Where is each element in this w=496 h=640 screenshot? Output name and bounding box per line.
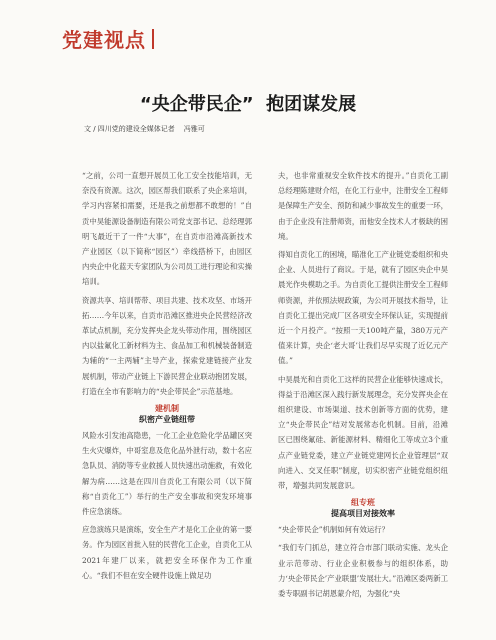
article-title: “央企带民企” 抱团谋发展 [139, 94, 357, 115]
right-column [278, 168, 448, 604]
section-divider [152, 29, 154, 49]
subheading-title: 提高项目对接效率 [331, 509, 395, 519]
paragraph: 资源共享、培训帮带、项目共建、技术攻坚、市场开拓……今年以来，自贡市沿滩区推进央企民营经济改革试点机制，充分发挥央企龙头带动作用，围绕园区内以盐氟化工新材料为主、食品加工和机械装备制造为辅的“一主两辅”主导产业，探索党建链接产业发展机制，带动产业链上下游民营企业联动抱团发展，打造在全市有影响力的“央企带民企”示范基地。 [82, 295, 252, 396]
paragraph: 应急演练只是演练，安全生产才是化工企业的第一要务。作为园区首批入驻的民营化工企业，自贡化工从2021年建厂以来，就把安全环保作为工作重心。“我们不但在安全硬件设施上做足功 [82, 525, 252, 580]
section-tag [62, 24, 154, 53]
paragraph: “之前，公司一直想开展员工化工安全技能培训，无奈没有资源。这次，园区帮我们联系了央企来培训，学习内容紧扣需要，还是我之前想都不敢想的！”自贡中昊能源设备制造有限公司党支部书记、总经理郭明飞最近干了一件“大事”，在自贡市沿滩高新技术产业园区（以下简称“园区”）牵线搭桥下，由园区内央企中化蓝天专家团队为公司员工进行理论和实操培训。 [82, 171, 252, 287]
article-byline: 文 / 四川党的建设全媒体记者 冯雅可 [84, 125, 205, 133]
subheading-kicker: 组专班 [351, 498, 375, 508]
subheading [82, 403, 252, 425]
paragraph: “我们专门抓总，建立符合市部门联动实施、龙头企业示范带动、行业企业积极参与的组织体系，助力‘央企带民企’产业联盟’发展壮大。”沿滩区委两新工委专职副书记胡恩蒙介绍，为强化“央 [278, 543, 448, 599]
subheading-title: 织密产业链纽带 [139, 415, 195, 425]
paragraph: 夫，也非常重视安全软件技术的提升。”自贡化工副总经理陈建财介绍，在化工行业中，注册安全工程师是保障生产安全、预防和减少事故发生的重要一环，由于企业没有注册师资，而他安全技术人才极缺的困境。 [278, 171, 448, 241]
section-label: 党建视点 [62, 28, 146, 52]
subheading [278, 497, 448, 519]
left-column [82, 168, 252, 586]
paragraph: 中昊晨光和自贡化工这样的民营企业能够快速成长，得益于沿滩区深入践行新发展理念，充分发挥央企在组织建设、市场渠道、技术创新等方面的优势，建立“央企带民企”结对发展常态化机制。目前，沿滩区已围绕氟硅、新能源材料、精细化工等成立3个重点产业链党委，建立产业链党建网长企业管理层“双向进入、交叉任职”制度，切实织密产业链党组织纽带，增强共同发展意识。 [278, 374, 448, 491]
subheading-kicker: 建机制 [155, 404, 179, 414]
paragraph: 得知自贡化工的困境，瞄准化工产业链党委组织和央企业、人员进行了商议。于是，就有了园区央企中昊晨光作央模助之手。为自贡化工提供注册安全工程师师资源，并依照法规政策，为公司开展技术指导，让自贡化工提出完成厂区各项安全环保认证，实现提前近一个月投产。“按照一天100吨产量，380万元产值来计算，央企‘老大哥’让我们尽早实现了近亿元产值。” [278, 250, 448, 366]
paragraph: 风险水引发池高隐患，一化工企业危险化学品罐区突生火灾爆炸，中哥室息及危化品外泄行动，数十名应急队员、消防等专业救援人员快速出动施救，有效化解为病……这是在四川自贡化工有限公司（以下简称“自贡化工”）举行的生产安全事故和突发环境事件应急演练。 [82, 431, 252, 517]
paragraph: “央企带民企”机制如何有效运行？ [278, 525, 390, 535]
